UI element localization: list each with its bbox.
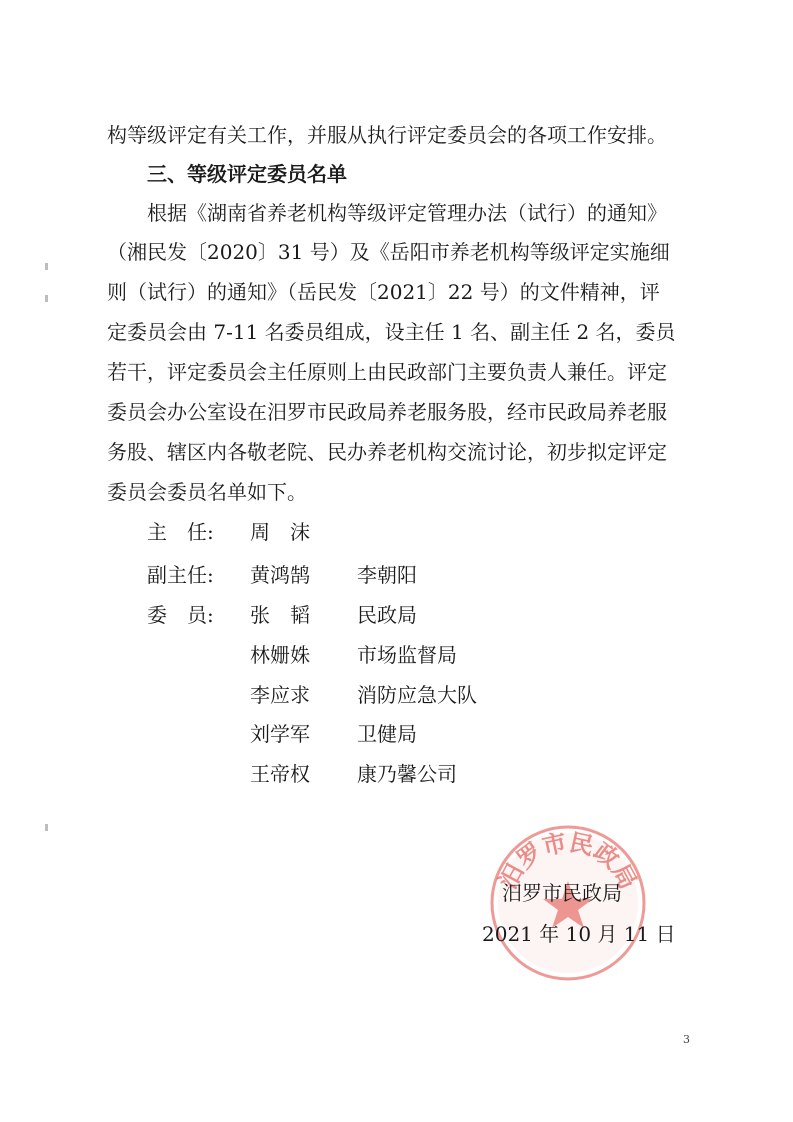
member-org: 市场监督局 <box>357 643 457 667</box>
paragraph-continuation: 构等级评定有关工作，并服从执行评定委员会的各项工作安排。 <box>107 123 667 147</box>
scan-mark <box>45 263 48 270</box>
deputy-label: 副主任: <box>147 563 214 587</box>
scan-mark <box>45 295 48 302</box>
body-line: 委员会办公室设在汨罗市民政局养老服务股，经市民政局养老服 <box>107 400 667 424</box>
svg-text:汨罗市民政局: 汨罗市民政局 <box>493 828 643 894</box>
deputy-name: 黄鸿鹄 <box>250 563 310 587</box>
member-name: 林姗姝 <box>250 643 310 667</box>
section-heading: 三、等级评定委员名单 <box>147 162 347 186</box>
body-line: 务股、辖区内各敬老院、民办养老机构交流讨论，初步拟定评定 <box>107 440 667 464</box>
deputy-name: 李朝阳 <box>357 563 417 587</box>
body-line: （湘民发〔2020〕31 号）及《岳阳市养老机构等级评定实施细 <box>107 240 670 264</box>
director-name: 周 沫 <box>250 520 310 544</box>
member-name: 刘学军 <box>250 722 310 746</box>
members-label: 委 员: <box>147 603 214 627</box>
signature-org: 汨罗市民政局 <box>502 881 622 905</box>
page-number: 3 <box>683 1033 690 1046</box>
body-line: 根据《湖南省养老机构等级评定管理办法（试行）的通知》 <box>147 201 667 225</box>
member-org: 民政局 <box>357 603 417 627</box>
member-name: 李应求 <box>250 683 310 707</box>
member-org: 康乃馨公司 <box>357 762 457 786</box>
member-org: 消防应急大队 <box>357 683 477 707</box>
scan-mark <box>45 824 48 831</box>
body-line: 委员会委员名单如下。 <box>107 480 307 504</box>
body-line: 则（试行）的通知》（岳民发〔2021〕22 号）的文件精神，评 <box>107 280 660 304</box>
body-line: 若干，评定委员会主任原则上由民政部门主要负责人兼任。评定 <box>107 360 667 384</box>
member-org: 卫健局 <box>357 722 417 746</box>
member-name: 张 韬 <box>250 603 310 627</box>
signature-date: 2021 年 10 月 11 日 <box>482 922 676 946</box>
member-name: 王帝权 <box>250 762 310 786</box>
director-label: 主 任: <box>147 520 214 544</box>
body-line: 定委员会由 7-11 名委员组成，设主任 1 名、副主任 2 名，委员 <box>107 320 676 344</box>
